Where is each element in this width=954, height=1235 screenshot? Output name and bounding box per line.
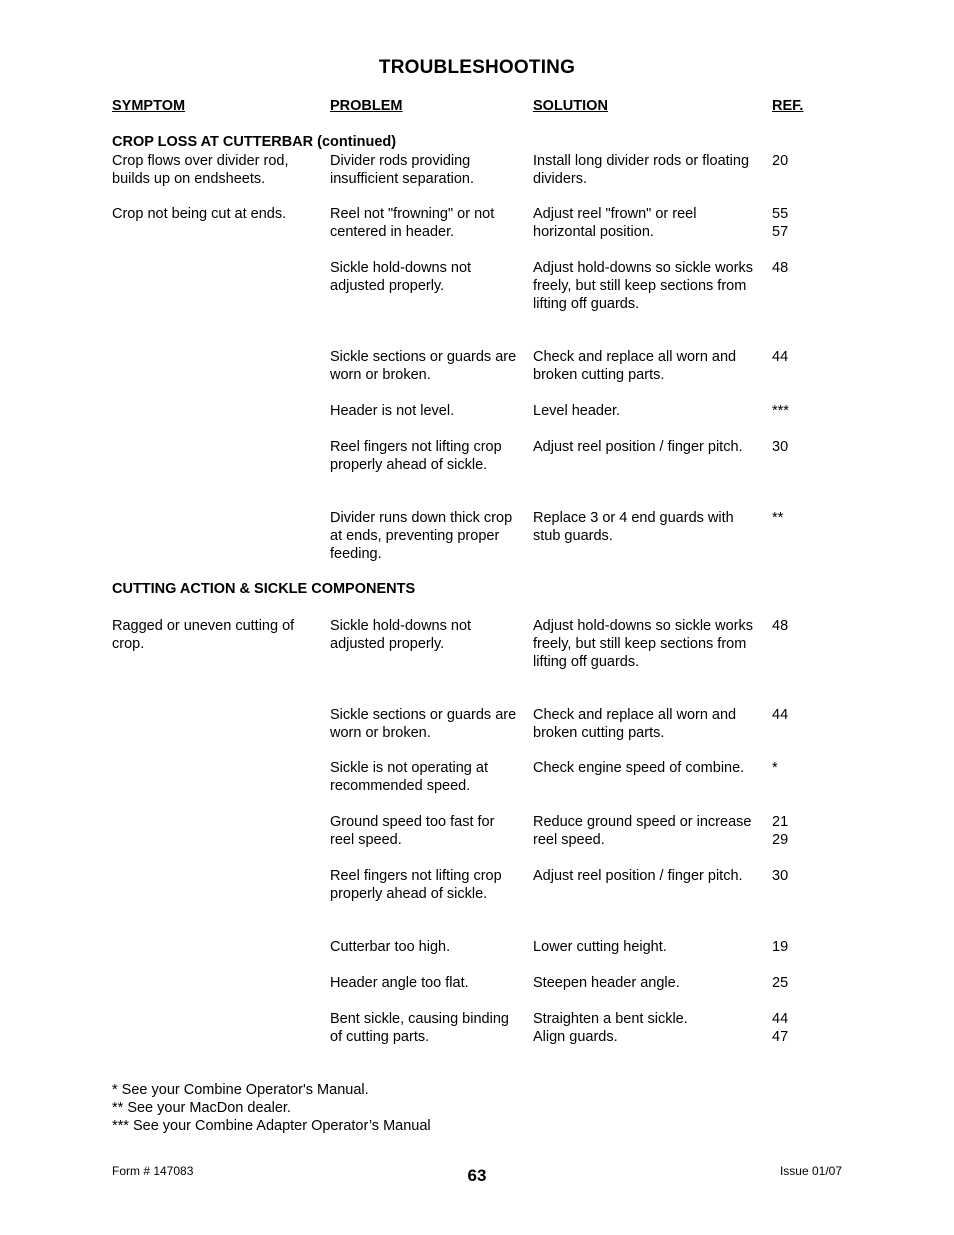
problem-cell: Divider runs down thick crop at ends, preventing proper feeding. [330, 510, 513, 562]
solution-cell: Install long divider rods or floating dividers. [533, 153, 750, 187]
ref-cell: 44 [772, 349, 789, 365]
problem-cell: Sickle sections or guards are worn or broken. [330, 349, 517, 383]
ref-cell: 19 [772, 939, 789, 955]
solution-header: SOLUTION [533, 98, 608, 114]
footnote: * See your Combine Operator's Manual. [112, 1082, 369, 1098]
solution-cell: Adjust hold-downs so sickle works freely, but still keep sections from lifting off guards. [533, 618, 754, 670]
solution-cell: Adjust reel position / finger pitch. [533, 439, 743, 455]
solution-cell: Level header. [533, 403, 621, 419]
ref-cell: 55 57 [772, 206, 789, 240]
ref-cell: 30 [772, 439, 789, 455]
ref-cell: 21 29 [772, 814, 789, 848]
symptom-cell: Ragged or uneven cutting of crop. [112, 618, 295, 652]
ref-cell: 25 [772, 975, 789, 991]
problem-cell: Divider rods providing insufficient separation. [330, 153, 475, 187]
problem-header: PROBLEM [330, 98, 403, 114]
form-number: Form # 147083 [112, 1164, 194, 1178]
problem-cell: Header is not level. [330, 403, 455, 419]
ref-cell: 44 [772, 707, 789, 723]
symptom-header: SYMPTOM [112, 98, 186, 114]
page-number: 63 [467, 1166, 487, 1185]
ref-cell: 30 [772, 868, 789, 884]
problem-cell: Sickle hold-downs not adjusted properly. [330, 260, 472, 294]
solution-cell: Check and replace all worn and broken cutting parts. [533, 707, 737, 741]
ref-cell: 48 [772, 260, 789, 276]
problem-cell: Sickle is not operating at recommended speed. [330, 760, 488, 794]
solution-cell: Adjust reel position / finger pitch. [533, 868, 743, 884]
problem-cell: Bent sickle, causing binding of cutting parts. [330, 1011, 509, 1045]
solution-cell: Check and replace all worn and broken cutting parts. [533, 349, 737, 383]
ref-cell: 20 [772, 153, 789, 169]
issue-date: Issue 01/07 [779, 1164, 842, 1178]
solution-cell: Steepen header angle. [533, 975, 680, 991]
ref-cell: 48 [772, 618, 789, 634]
problem-cell: Sickle sections or guards are worn or broken. [330, 707, 517, 741]
footnote: ** See your MacDon dealer. [112, 1100, 291, 1116]
problem-cell: Cutterbar too high. [330, 939, 451, 955]
solution-cell: Reduce ground speed or increase reel speed. [533, 814, 752, 848]
footnote: *** See your Combine Adapter Operator’s Manual [112, 1118, 431, 1134]
problem-cell: Header angle too flat. [330, 975, 469, 991]
problem-cell: Ground speed too fast for reel speed. [330, 814, 495, 848]
solution-cell: Replace 3 or 4 end guards with stub guards. [533, 510, 734, 544]
solution-cell: Lower cutting height. [533, 939, 667, 955]
solution-cell: Adjust hold-downs so sickle works freely, but still keep sections from lifting off guards. [533, 260, 754, 312]
page-title: TROUBLESHOOTING [378, 57, 576, 78]
ref-header: REF. [772, 98, 804, 114]
section-crop-loss: CROP LOSS AT CUTTERBAR (continued) [112, 134, 397, 150]
ref-cell: 44 47 [772, 1011, 789, 1045]
solution-cell: Check engine speed of combine. [533, 760, 745, 776]
problem-cell: Reel not "frowning" or not centered in header. [330, 206, 495, 240]
ref-cell: *** [772, 403, 789, 419]
problem-cell: Sickle hold-downs not adjusted properly. [330, 618, 472, 652]
ref-cell: * [772, 760, 778, 776]
symptom-cell: Crop flows over divider rod, builds up on endsheets. [112, 153, 289, 187]
ref-cell: ** [772, 510, 784, 526]
solution-cell: Straighten a bent sickle. Align guards. [533, 1011, 688, 1045]
problem-cell: Reel fingers not lifting crop properly ahead of sickle. [330, 868, 502, 902]
symptom-cell: Crop not being cut at ends. [112, 206, 287, 222]
section-cutting-action: CUTTING ACTION & SICKLE COMPONENTS [112, 581, 416, 597]
solution-cell: Adjust reel "frown" or reel horizontal position. [533, 206, 697, 240]
problem-cell: Reel fingers not lifting crop properly ahead of sickle. [330, 439, 502, 473]
